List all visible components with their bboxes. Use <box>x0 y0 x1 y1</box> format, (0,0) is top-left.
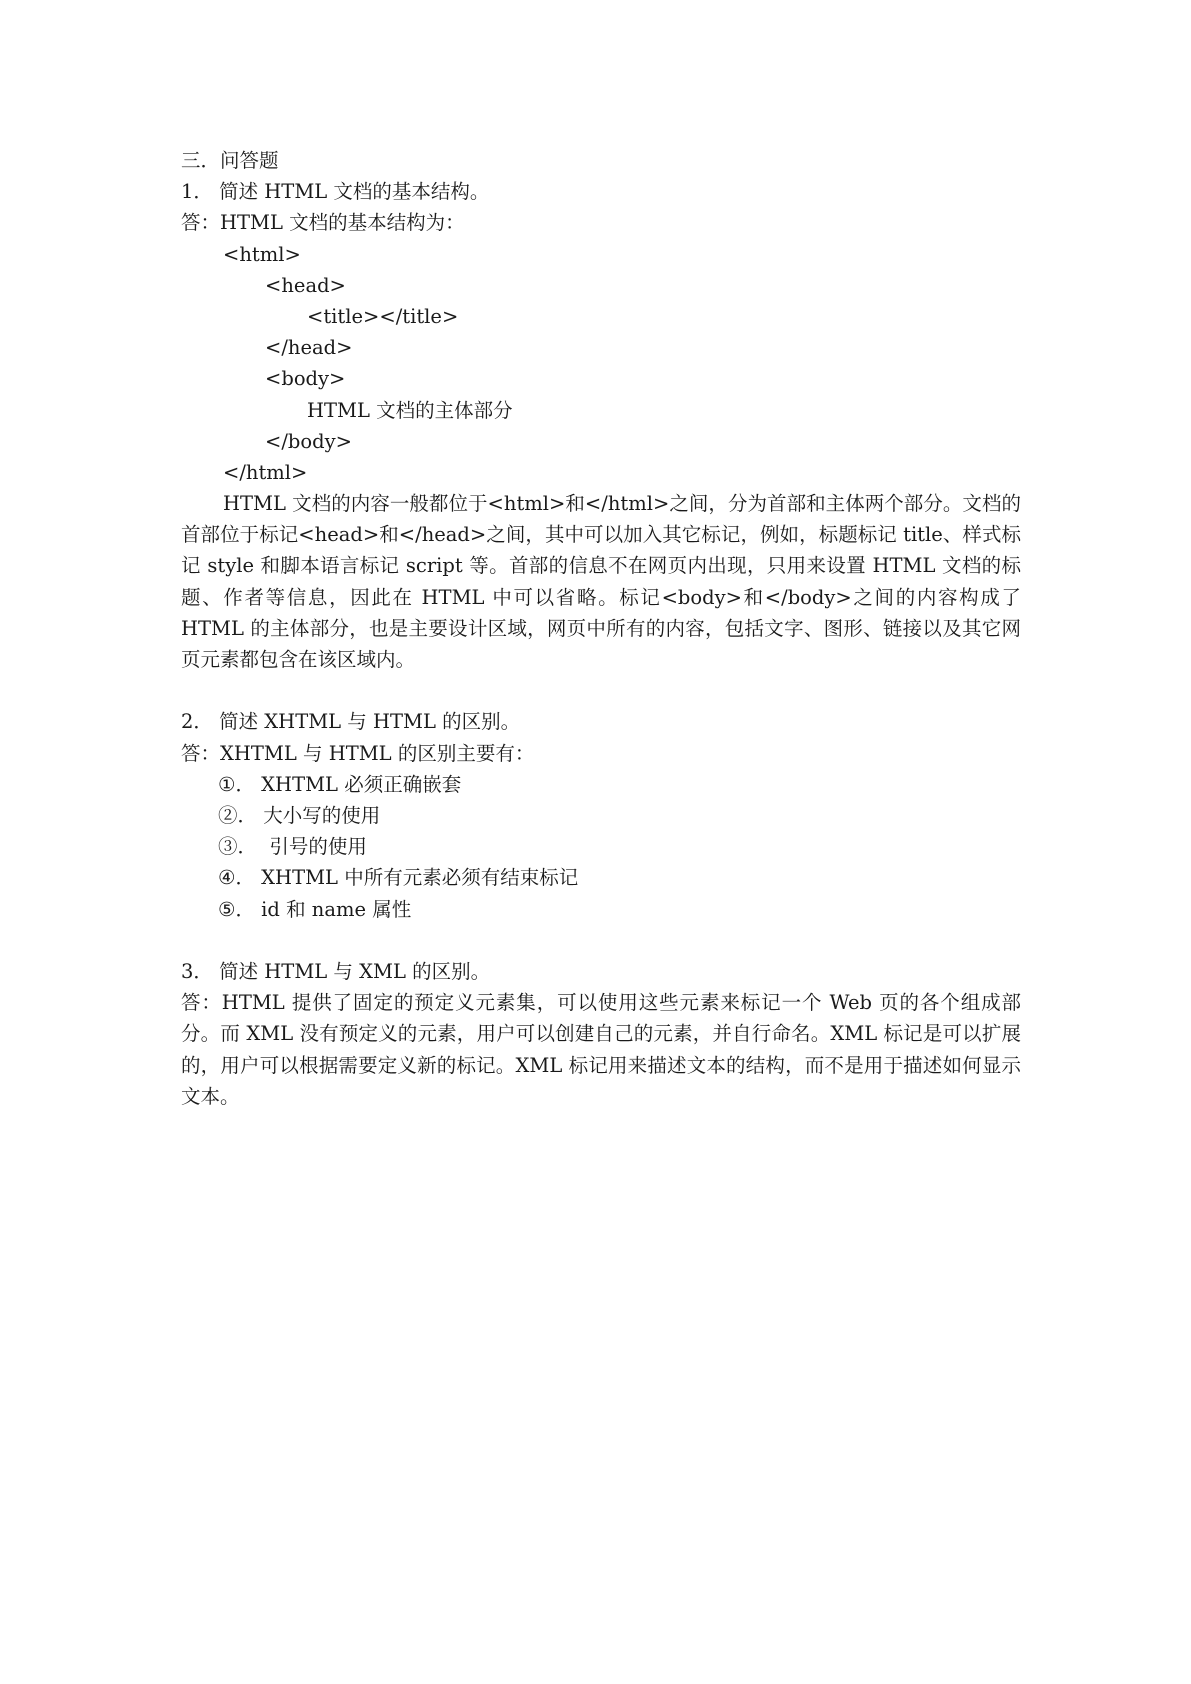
document-content <box>181 145 1021 1112</box>
code-head-close: </head> <box>265 336 353 360</box>
question-2: 2． 简述 XHTML 与 HTML 的区别。 <box>181 710 521 734</box>
list-item: ②． 大小写的使用 <box>218 804 381 828</box>
section-heading: 三．问答题 <box>181 149 279 172</box>
code-title: <title></title> <box>307 304 459 328</box>
list-item: ④． XHTML 中所有元素必须有结束标记 <box>218 866 579 890</box>
answer-3: 答：HTML 提供了固定的预定义元素集，可以使用这些元素来标记一个 Web 页的各个组成部分。而 XML 没有预定义的元素，用户可以创建自己的元素，并自行命名。XML 标记是可以扩展的，用户可以根据需要定义新的标记。XML 标记用来描述文本的结构，而不是用于描述如何显示文本。 <box>181 991 1021 1108</box>
answer-1-lead: 答：HTML 文档的基本结构为： <box>181 211 465 235</box>
code-head-open: <head> <box>265 273 346 297</box>
code-html-open: <html> <box>223 242 301 266</box>
code-body-content: HTML 文档的主体部分 <box>307 398 513 422</box>
code-body-close: </body> <box>265 429 352 453</box>
list-item: ③． 引号的使用 <box>218 835 367 859</box>
answer-1-explanation: HTML 文档的内容一般都位于<html>和</html>之间，分为首部和主体两个部分。文档的首部位于标记<head>和</head>之间，其中可以加入其它标记，例如，标题标记 title、样式标记 style 和脚本语言标记 script 等。首部的信息不在网页内出现，只用来设置 HTML 文档的标题、作者等信息，因此在 HTML 中可以省略。标记<body>和</body>之间的内容构成了 HTML 的主体部分，也是主要设计区域，网页中所有的内容，包括文字、图形、链接以及其它网页元素都包含在该区域内。 <box>181 492 1021 672</box>
spacer <box>181 675 1021 706</box>
answer-2-lead: 答：XHTML 与 HTML 的区别主要有： <box>181 741 535 765</box>
code-html-close: </html> <box>223 460 308 484</box>
question-3: 3． 简述 HTML 与 XML 的区别。 <box>181 959 491 983</box>
list-item: ①． XHTML 必须正确嵌套 <box>218 772 462 796</box>
list-item: ⑤． id 和 name 属性 <box>218 897 412 921</box>
code-body-open: <body> <box>265 367 346 391</box>
spacer <box>181 925 1021 956</box>
question-1: 1． 简述 HTML 文档的基本结构。 <box>181 180 490 204</box>
